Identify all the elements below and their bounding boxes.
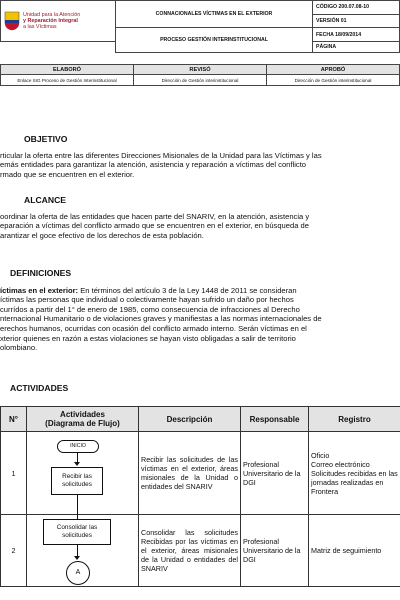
definiciones-heading: DEFINICIONES bbox=[10, 268, 72, 278]
definiciones-section bbox=[0, 269, 400, 353]
objetivo-line-3: rmado que se encuentren en el exterior. bbox=[0, 169, 135, 179]
elaboro-value: Enlace SIG Proceso de Gestión Interinstitucional bbox=[1, 75, 134, 86]
document-header bbox=[0, 0, 400, 53]
alcance-line-2: eparación a víctimas del conflicto armado que se encuentren en el exterior, en búsqueda de bbox=[0, 221, 310, 231]
aprobo-value: Dirección de Gestión interinstitucional bbox=[267, 75, 400, 86]
colombia-shield-icon bbox=[4, 11, 20, 31]
unidad-victimas-logo bbox=[4, 1, 112, 41]
alcance-heading: ALCANCE bbox=[24, 195, 67, 205]
row-description: Consolidar las solicitudes Recibidas por las víctimas en el exterior, áreas misionales de la Unidad o entidades del SNARIV bbox=[139, 515, 241, 587]
row-responsible: Profesional Universitario de la DGI bbox=[241, 432, 309, 515]
definiciones-line-6: xterior quienes en razón a estas violaciones se hayan visto obligadas a salir de territorio bbox=[0, 333, 296, 343]
row-description: Recibir las solicitudes de las víctimas en el exterior, áreas misionales de la Unidad o entidades del SNARIV bbox=[139, 432, 241, 515]
objetivo-heading: OBJETIVO bbox=[24, 134, 68, 144]
document-date: FECHA 18/09/2014 bbox=[313, 28, 400, 42]
definition-first-line: En términos del artículo 3 de la Ley 1448 de 2011 se consideran bbox=[78, 285, 297, 295]
definiciones-line-5: erechos humanos, ocurridas con ocasión del conflicto armado interno. Serán víctimas en el bbox=[0, 323, 307, 333]
table-row bbox=[1, 432, 400, 515]
alcance-line-3: arantizar el goce efectivo de los derechos de esta población. bbox=[0, 230, 204, 240]
process-name: PROCESO GESTIÓN INTERINSTITUCIONAL bbox=[116, 28, 313, 53]
approval-table bbox=[0, 64, 400, 86]
logo-line-3: a las Víctimas bbox=[23, 24, 57, 30]
elaboro-header: ELABORÓ bbox=[1, 65, 134, 75]
col-header-num: N° bbox=[1, 407, 27, 432]
actividades-heading: ACTIVIDADES bbox=[10, 383, 69, 393]
document-version: VERSIÓN 01 bbox=[313, 14, 400, 28]
flow-process-box: Recibir las solicitudes bbox=[51, 467, 103, 495]
row-record: Oficio Correo electrónico Solicitudes recibidas en las jornadas realizadas en Frontera bbox=[309, 432, 400, 515]
alcance-section bbox=[0, 196, 400, 240]
col-header-responsible: Responsable bbox=[241, 407, 309, 432]
definiciones-line-7: olombiano. bbox=[0, 343, 38, 353]
alcance-line-1: oordinar la oferta de las entidades que hacen parte del SNARIV, en la atención, asistencia y bbox=[0, 211, 310, 221]
flow-diagram-cell bbox=[27, 432, 139, 515]
flow-connector-line bbox=[77, 494, 78, 516]
objetivo-section bbox=[0, 135, 400, 179]
definiciones-line-1 bbox=[0, 286, 400, 296]
flow-start-oval: INICIO bbox=[57, 440, 99, 453]
objetivo-line-1: rticular la oferta entre las diferentes Direcciones Misionales de la Unidad para las Víctimas y las bbox=[0, 150, 322, 160]
flow-connector-circle: A bbox=[66, 561, 90, 585]
logo-line-2: y Reparación Integral bbox=[23, 18, 78, 24]
flow-diagram-cell bbox=[27, 515, 139, 587]
objetivo-line-2: emás entidades para garantizar la atención, asistencia y reparación a víctimas del conflicto bbox=[0, 160, 307, 170]
definiciones-line-3: currídos a partir del 1° de enero de 1985, como consecuencia de infracciones al Derecho bbox=[0, 304, 300, 314]
definiciones-line-4: nternacional Humanitario o de violaciones graves y manifiestas a las normas internacionales de bbox=[0, 314, 322, 324]
document-code: CÓDIGO 200.07.08-10 bbox=[313, 1, 400, 15]
flow-process-box: Consolidar las solicitudes bbox=[43, 519, 111, 545]
reviso-header: REVISÓ bbox=[134, 65, 267, 75]
row-number: 2 bbox=[1, 515, 27, 587]
document-page: PÁGINA bbox=[313, 42, 400, 53]
aprobo-header: APROBÓ bbox=[267, 65, 400, 75]
definition-term: íctimas en el exterior: bbox=[0, 285, 79, 295]
arrow-down-icon bbox=[74, 462, 80, 466]
col-header-description: Descripción bbox=[139, 407, 241, 432]
logo-spacer bbox=[1, 42, 116, 53]
document-title: CONNACIONALES VÍCTIMAS EN EL EXTERIOR bbox=[116, 1, 313, 28]
actividades-section bbox=[0, 384, 400, 394]
arrow-down-icon bbox=[74, 556, 80, 560]
row-responsible: Profesional Universitario de la DGI bbox=[241, 515, 309, 587]
logo-line-1: Unidad para la Atención bbox=[23, 12, 81, 18]
logo-cell bbox=[1, 1, 116, 42]
col-header-record: Registro bbox=[309, 407, 400, 432]
row-record: Matriz de seguimiento bbox=[309, 515, 400, 587]
col-header-activities: Actividades (Diagrama de Flujo) bbox=[27, 407, 139, 432]
activities-table bbox=[0, 406, 400, 587]
row-number: 1 bbox=[1, 432, 27, 515]
reviso-value: Dirección de Gestión interinstitucional bbox=[134, 75, 267, 86]
definiciones-line-2: íctimas las personas que individual o colectivamente hayan sufrido un daño por hechos bbox=[0, 295, 294, 305]
table-row bbox=[1, 515, 400, 587]
